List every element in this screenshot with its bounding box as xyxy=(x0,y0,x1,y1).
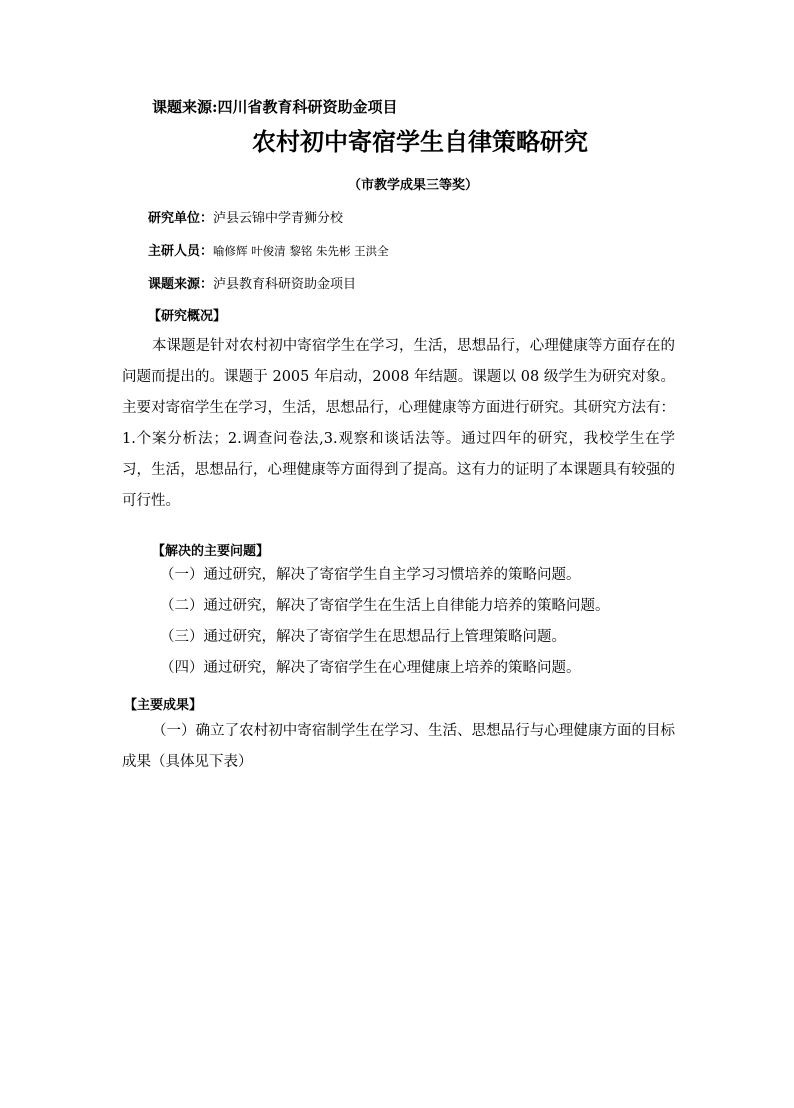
problem-item: （三）通过研究，解决了寄宿学生在思想品行上管理策略问题。 xyxy=(160,629,566,645)
award-subtitle: （市教学成果三等奖） xyxy=(347,178,478,193)
problem-item: （一）通过研究，解决了寄宿学生自主学习习惯培养的策略问题。 xyxy=(160,567,581,583)
problem-item: （二）通过研究，解决了寄宿学生在生活上自律能力培养的策略问题。 xyxy=(160,598,610,614)
overview-paragraph: 本课题是针对农村初中寄宿学生在学习，生活，思想品行，心理健康等方面存在的问题而提出的。课题于 2005 年启动，2008 年结题。课题以 08 级学生为研究对象。主要对寄宿学生在学习，生活，思想品行，心理健康等方面进行研究。其研究方法有：1.个案分析法；2.调查问卷法,3.观察和谈话法等。通过四年的研究，我校学生在学习，生活，思想品行，心理健康等方面得到了提高。这有力的证明了本课题具有较强的可行性。 xyxy=(122,338,675,509)
research-unit-row xyxy=(148,207,343,226)
project-source-value: 泸县教育科研资助金项目 xyxy=(213,277,357,292)
problem-item: （四）通过研究，解决了寄宿学生在心理健康上培养的策略问题。 xyxy=(160,660,581,676)
researchers-row xyxy=(148,240,389,259)
project-source-header: 课题来源:四川省教育科研资助金项目 xyxy=(152,98,398,116)
problems-heading: 【解决的主要问题】 xyxy=(152,544,270,559)
results-heading: 【主要成果】 xyxy=(124,698,203,713)
researchers-label: 主研人员： xyxy=(148,244,214,259)
overview-heading: 【研究概况】 xyxy=(148,309,227,324)
research-unit-label: 研究单位： xyxy=(148,211,214,226)
document-title: 农村初中寄宿学生自律策略研究 xyxy=(252,128,588,156)
research-unit-value: 泸县云锦中学青狮分校 xyxy=(213,211,344,226)
project-source-row xyxy=(148,273,356,292)
results-paragraph: （一）确立了农村初中寄宿制学生在学习、生活、思想品行与心理健康方面的目标成果（具体见下表） xyxy=(122,723,675,770)
researchers-value: 喻修辉 叶俊清 黎铭 朱先彬 王洪全 xyxy=(213,244,389,258)
project-source-label: 课题来源： xyxy=(148,277,214,292)
